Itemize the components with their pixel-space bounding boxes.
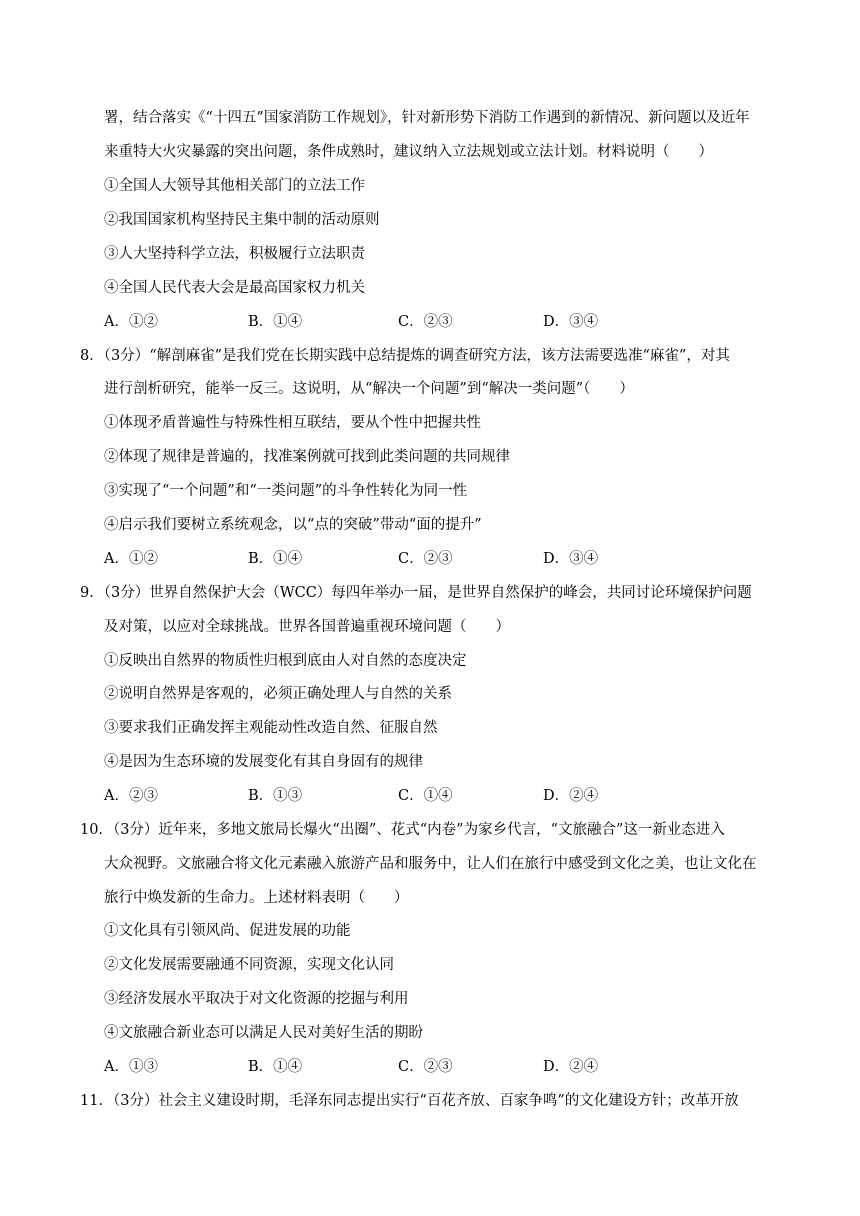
q8-option-4: ④启示我们要树立系统观念，以“点的突破”带动“面的提升” [104, 517, 482, 533]
q9-stem-line-1: 9．（3分）世界自然保护大会（WCC）每四年举办一届，是世界自然保护的峰会，共同讨论环境保护问题 [80, 585, 752, 601]
q10-option-2: ②文化发展需要融通不同资源，实现文化认同 [104, 957, 394, 973]
q10-answer-c: C．②③ [398, 1059, 453, 1075]
q8-option-1: ①体现矛盾普遍性与特殊性相互联结，要从个性中把握共性 [104, 415, 481, 431]
q7-option-3: ③人大坚持科学立法，积极履行立法职责 [104, 246, 365, 262]
q10-stem-line-2: 大众视野。文旅融合将文化元素融入旅游产品和服务中，让人们在旅行中感受到文化之美，也让文化在 [104, 856, 757, 872]
q7-stem-line-2: 来重特大火灾暴露的突出问题，条件成熟时，建议纳入立法规划或立法计划。材料说明（ ） [104, 144, 713, 160]
q8-stem-line-2: 进行剖析研究，能举一反三。这说明，从“解决一个问题”到“解决一类问题”（ ） [104, 381, 634, 397]
q9-option-1: ①反映出自然界的物质性归根到底由人对自然的态度决定 [104, 653, 467, 669]
q8-answer-a: A．①② [104, 551, 158, 567]
q8-answer-c: C．②③ [398, 551, 453, 567]
q9-stem-line-2: 及对策，以应对全球挑战。世界各国普遍重视环境问题（ ） [104, 619, 510, 635]
q10-answer-a: A．①③ [104, 1059, 158, 1075]
q8-answer-d: D．③④ [543, 551, 599, 567]
q8-option-3: ③实现了“一个问题”和“一类问题”的斗争性转化为同一性 [104, 483, 468, 499]
q9-answer-a: A．②③ [104, 788, 158, 804]
q7-answer-c: C．②③ [398, 314, 453, 330]
q11-stem-line-1: 11．（3分）社会主义建设时期，毛泽东同志提出实行“百花齐放、百家争鸣”的文化建设方针；改革开放 [80, 1093, 739, 1109]
q9-option-3: ③要求我们正确发挥主观能动性改造自然、征服自然 [104, 720, 438, 736]
q10-option-3: ③经济发展水平取决于对文化资源的挖掘与利用 [104, 991, 409, 1007]
q9-option-4: ④是因为生态环境的发展变化有其自身固有的规律 [104, 754, 423, 770]
q8-stem-line-1: 8．（3分）“解剖麻雀”是我们党在长期实践中总结提炼的调查研究方法，该方法需要选准“麻雀”，对其 [80, 348, 730, 364]
q9-answer-c: C．①④ [398, 788, 453, 804]
q10-answer-b: B．①④ [248, 1059, 303, 1075]
q9-answer-d: D．②④ [543, 788, 599, 804]
q7-option-4: ④全国人民代表大会是最高国家权力机关 [104, 280, 365, 296]
q8-option-2: ②体现了规律是普遍的，找准案例就可找到此类问题的共同规律 [104, 449, 510, 465]
q7-answer-a: A．①② [104, 314, 158, 330]
q7-answer-d: D．③④ [543, 314, 599, 330]
q7-answer-b: B．①④ [248, 314, 303, 330]
q10-option-4: ④文旅融合新业态可以满足人民对美好生活的期盼 [104, 1025, 423, 1041]
q10-stem-line-1: 10．（3分）近年来，多地文旅局长爆火“出圈”、花式“内卷”为家乡代言，“文旅融合”这一新业态进入 [80, 822, 725, 838]
q7-option-2: ②我国国家机构坚持民主集中制的活动原则 [104, 212, 380, 228]
q7-stem-line-1: 署，结合落实《“十四五”国家消防工作规划》，针对新形势下消防工作遇到的新情况、新问题以及近年 [104, 110, 750, 126]
q7-option-1: ①全国人大领导其他相关部门的立法工作 [104, 178, 365, 194]
q9-answer-b: B．①③ [248, 788, 303, 804]
q10-option-1: ①文化具有引领风尚、促进发展的功能 [104, 923, 351, 939]
q10-answer-d: D．②④ [543, 1059, 599, 1075]
q10-stem-line-3: 旅行中焕发新的生命力。上述材料表明（ ） [104, 890, 409, 906]
q8-answer-b: B．①④ [248, 551, 303, 567]
q9-option-2: ②说明自然界是客观的，必须正确处理人与自然的关系 [104, 686, 452, 702]
